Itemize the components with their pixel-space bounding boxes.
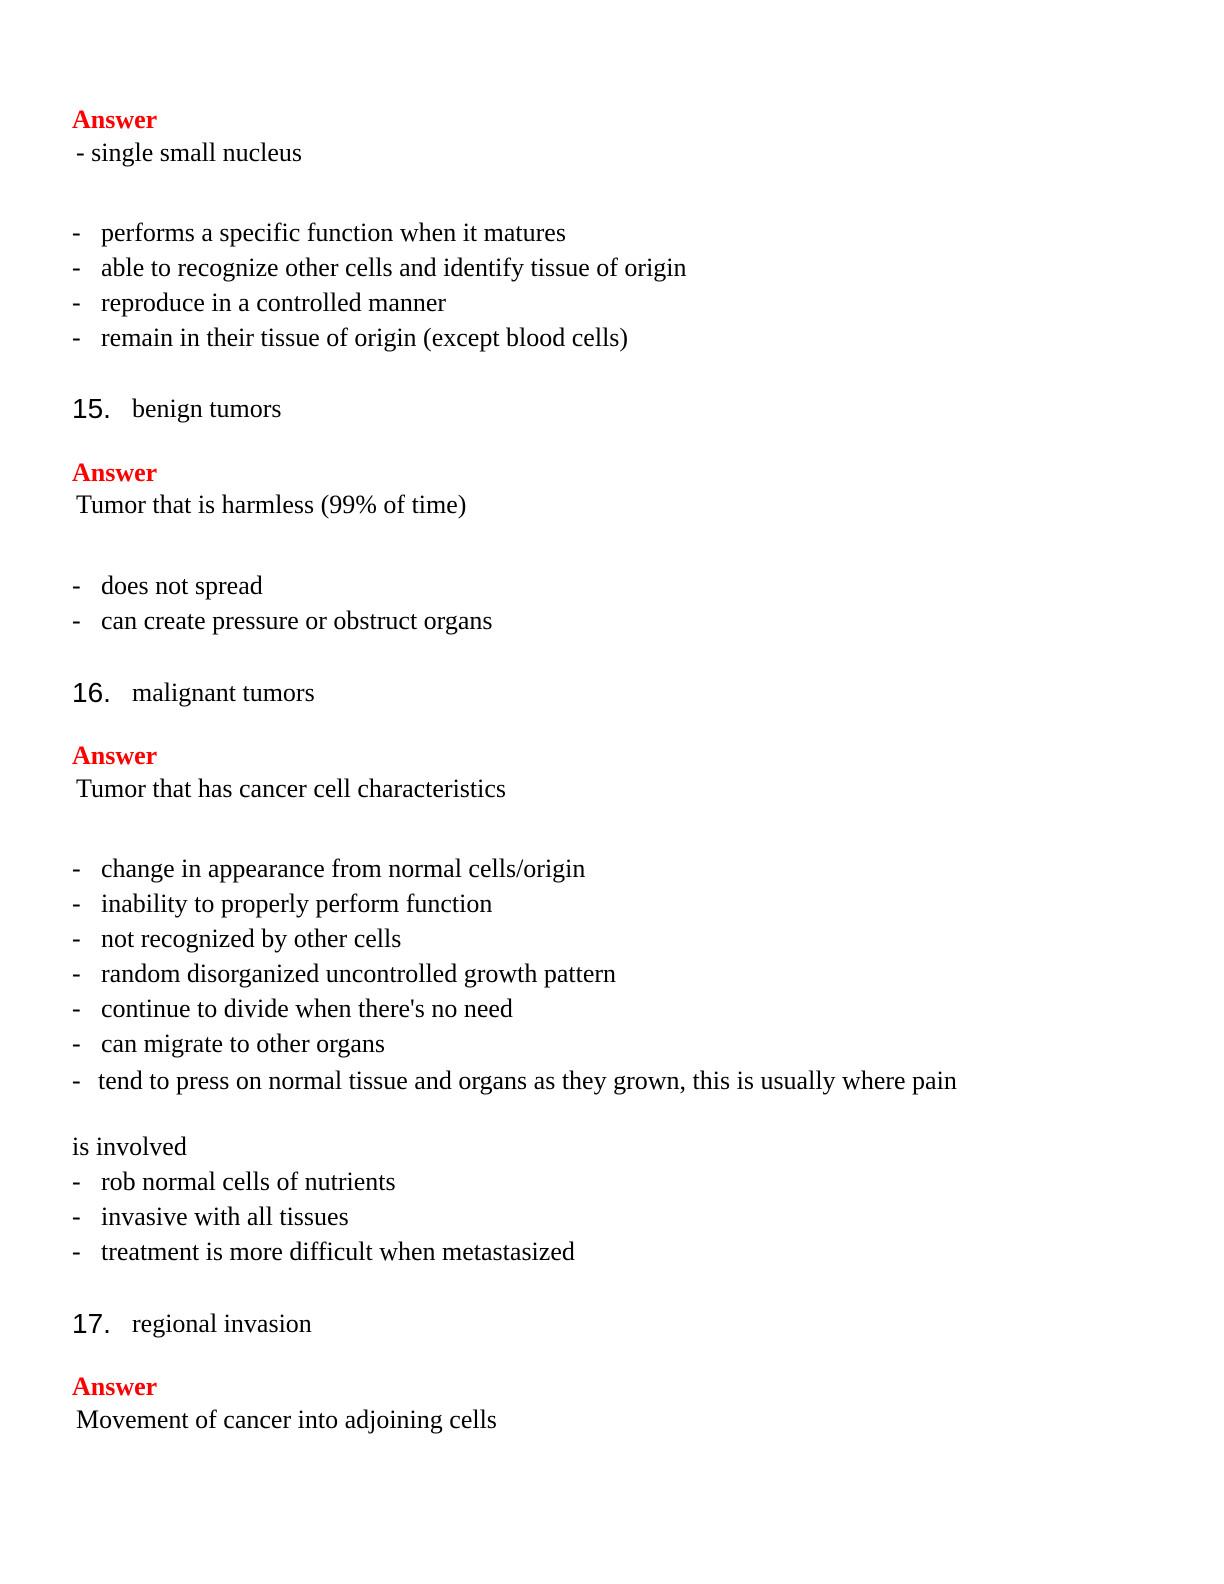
bullet-dash: - bbox=[72, 606, 81, 635]
bullet-text: reproduce in a controlled manner bbox=[101, 288, 447, 317]
bullet-text: treatment is more difficult when metastasized bbox=[101, 1237, 575, 1266]
answer-label: Answer bbox=[72, 458, 158, 487]
bullet-dash: - bbox=[72, 959, 81, 988]
question-number: 16. bbox=[72, 677, 111, 708]
bullet-dash: - bbox=[72, 854, 81, 883]
continuation-text: is involved bbox=[72, 1132, 187, 1161]
bullet-dash: - bbox=[72, 1167, 81, 1196]
answer-label: Answer bbox=[72, 741, 158, 770]
bullet-dash: - bbox=[72, 1029, 81, 1058]
bullet-text: does not spread bbox=[101, 571, 263, 600]
bullet-text: performs a specific function when it matures bbox=[101, 218, 566, 247]
question-number: 15. bbox=[72, 393, 111, 424]
bullet-text: random disorganized uncontrolled growth pattern bbox=[101, 959, 617, 988]
question-term: benign tumors bbox=[132, 394, 282, 423]
bullet-text: continue to divide when there's no need bbox=[101, 994, 513, 1023]
bullet-dash: - bbox=[72, 288, 81, 317]
question-term: regional invasion bbox=[132, 1309, 312, 1338]
bullet-dash: - bbox=[72, 1066, 81, 1095]
bullet-dash: - bbox=[72, 1202, 81, 1231]
question-number: 17. bbox=[72, 1308, 111, 1339]
bullet-text: invasive with all tissues bbox=[101, 1202, 349, 1231]
bullet-dash: - bbox=[72, 1237, 81, 1266]
bullet-text: rob normal cells of nutrients bbox=[101, 1167, 396, 1196]
bullet-text: not recognized by other cells bbox=[101, 924, 402, 953]
bullet-dash: - bbox=[72, 218, 81, 247]
answer-label: Answer bbox=[72, 1372, 158, 1401]
question-term: malignant tumors bbox=[132, 678, 315, 707]
bullet-dash: - bbox=[72, 924, 81, 953]
answer-text: Tumor that is harmless (99% of time) bbox=[76, 490, 467, 519]
bullet-text: change in appearance from normal cells/origin bbox=[101, 854, 586, 883]
bullet-text: can migrate to other organs bbox=[101, 1029, 385, 1058]
bullet-text: inability to properly perform function bbox=[101, 889, 493, 918]
bullet-dash: - bbox=[72, 889, 81, 918]
answer-label: Answer bbox=[72, 105, 158, 134]
answer-text: Tumor that has cancer cell characteristics bbox=[76, 774, 507, 803]
bullet-dash: - bbox=[72, 994, 81, 1023]
bullet-text: tend to press on normal tissue and organs as they grown, this is usually where pain bbox=[98, 1066, 957, 1095]
bullet-text: remain in their tissue of origin (except blood cells) bbox=[101, 323, 629, 352]
answer-text: Movement of cancer into adjoining cells bbox=[76, 1405, 497, 1434]
answer-text: - single small nucleus bbox=[76, 138, 303, 167]
bullet-text: can create pressure or obstruct organs bbox=[101, 606, 493, 635]
bullet-dash: - bbox=[72, 253, 81, 282]
bullet-dash: - bbox=[72, 323, 81, 352]
bullet-dash: - bbox=[72, 571, 81, 600]
bullet-text: able to recognize other cells and identify tissue of origin bbox=[101, 253, 687, 282]
